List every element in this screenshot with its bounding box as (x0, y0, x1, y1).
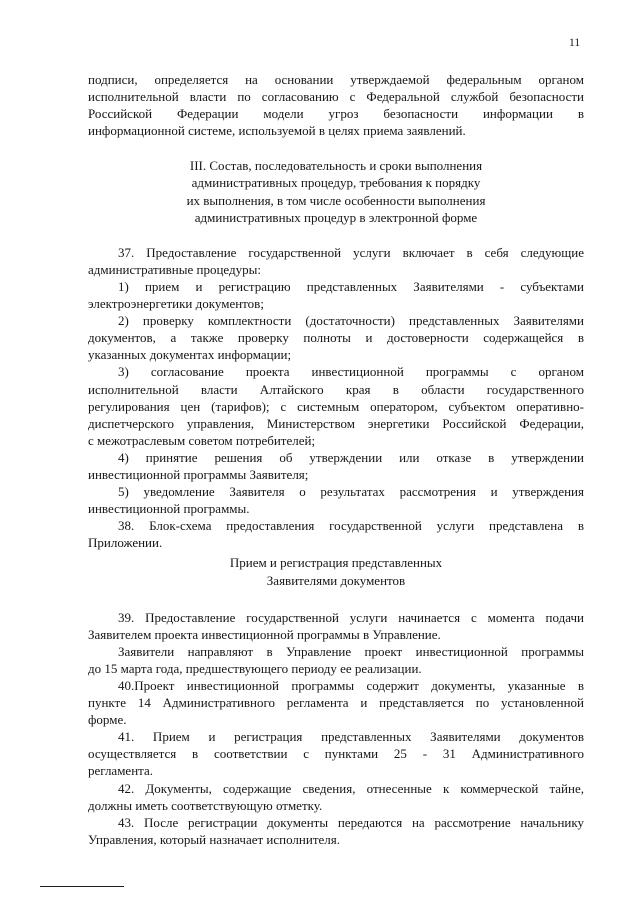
subitem-1 (88, 278, 584, 312)
subitem-5 (88, 483, 584, 517)
item-37 (88, 244, 584, 518)
page-content (88, 71, 584, 848)
text-line: форме. (88, 712, 127, 728)
text-line: 41. Прием и регистрация представленных Заявителями документов (118, 729, 584, 745)
intro-paragraph (88, 71, 584, 139)
text-line: пункте 14 Административного регламента и представляется по установленной (88, 695, 584, 711)
text-line: регулирования цен (тарифов); с системным оператором, субъектом оперативно- (88, 398, 584, 414)
text-line: осуществляется в соответствии с пунктами 25 - 31 Административного (88, 746, 584, 762)
text-line: инвестиционной программы. (88, 501, 250, 517)
subsection-heading (88, 554, 584, 588)
subitem-3 (88, 363, 584, 448)
text-line: Управления, который назначает исполнителя. (88, 831, 341, 847)
text-line: электроэнергетики документов; (88, 296, 264, 312)
text-line: Приложении. (88, 535, 163, 551)
item-38 (88, 517, 584, 551)
heading-line: их выполнения, в том числе особенности выполнения (186, 192, 486, 208)
text-line: регламента. (88, 763, 154, 779)
text-line: до 15 марта года, предшествующего периоду ее реализации. (88, 660, 422, 676)
text-line: документов, а также проверку полноты и достоверности содержащейся в (88, 330, 584, 346)
footnote-divider (40, 886, 124, 887)
text-line: с межотраслевым советом потребителей; (88, 432, 316, 448)
heading-line: административных процедур в электронной форме (194, 209, 478, 225)
text-line: 42. Документы, содержащие сведения, отнесенные к коммерческой тайне, (118, 780, 584, 796)
text-line: Российской Федерации модели угроз безопасности информации в (88, 106, 584, 122)
text-line: 5) уведомление Заявителя о результатах рассмотрения и утверждения (118, 484, 584, 500)
text-line: диспетчерского управления, Министерством энергетики Российской Федерации, (88, 415, 584, 431)
section-heading (88, 157, 584, 225)
text-line: административные процедуры: (88, 261, 261, 277)
text-line: 43. После регистрации документы передаются на рассмотрение начальнику (118, 814, 584, 830)
text-line: 4) принятие решения об утверждении или отказе в утверждении (118, 449, 584, 465)
text-line: указанных документах информации; (88, 347, 292, 363)
text-line: подписи, определяется на основании утверждаемой федеральным органом (88, 72, 584, 87)
text-line: 3) согласование проекта инвестиционной программы с органом (118, 364, 584, 380)
text-line: информационной системе, используемой в целях приема заявлений. (88, 123, 466, 139)
text-line: исполнительной власти по согласованию с Федеральной службой безопасности (88, 89, 584, 105)
item-41 (88, 728, 584, 779)
text-line: исполнительной власти Алтайского края в области государственного (88, 381, 584, 397)
text-line: 38. Блок-схема предоставления государственной услуги представлена в (118, 518, 584, 534)
heading-line: III. Состав, последовательность и сроки выполнения (189, 158, 483, 174)
text-line: 2) проверку комплектности (достаточности) представленных Заявителями (118, 313, 584, 329)
page-number: 11 (569, 37, 581, 49)
text-line: 40.Проект инвестиционной программы содержит документы, указанные в (118, 678, 584, 693)
paragraph-deadline (88, 643, 584, 677)
text-line: 39. Предоставление государственной услуги начинается с момента подачи (118, 609, 584, 625)
item-39 (88, 609, 584, 643)
text-line: Заявители направляют в Управление проект инвестиционной программы (118, 643, 584, 659)
heading-line: административных процедур, требования к порядку (191, 175, 481, 191)
text-line: Заявителем проекта инвестиционной программы в Управление. (88, 626, 441, 642)
item-42 (88, 780, 584, 814)
text-line: должны иметь соответствующую отметку. (88, 797, 323, 813)
item-43 (88, 814, 584, 848)
text-line: 37. Предоставление государственной услуги включает в себя следующие (118, 244, 584, 260)
subitem-4 (88, 449, 584, 483)
heading-line: Прием и регистрация представленных (229, 555, 443, 571)
item-40 (88, 677, 584, 728)
text-line: 1) прием и регистрацию представленных Заявителями - субъектами (118, 278, 584, 294)
subitem-2 (88, 312, 584, 363)
heading-line: Заявителями документов (266, 572, 406, 588)
text-line: инвестиционной программы Заявителя; (88, 466, 309, 482)
